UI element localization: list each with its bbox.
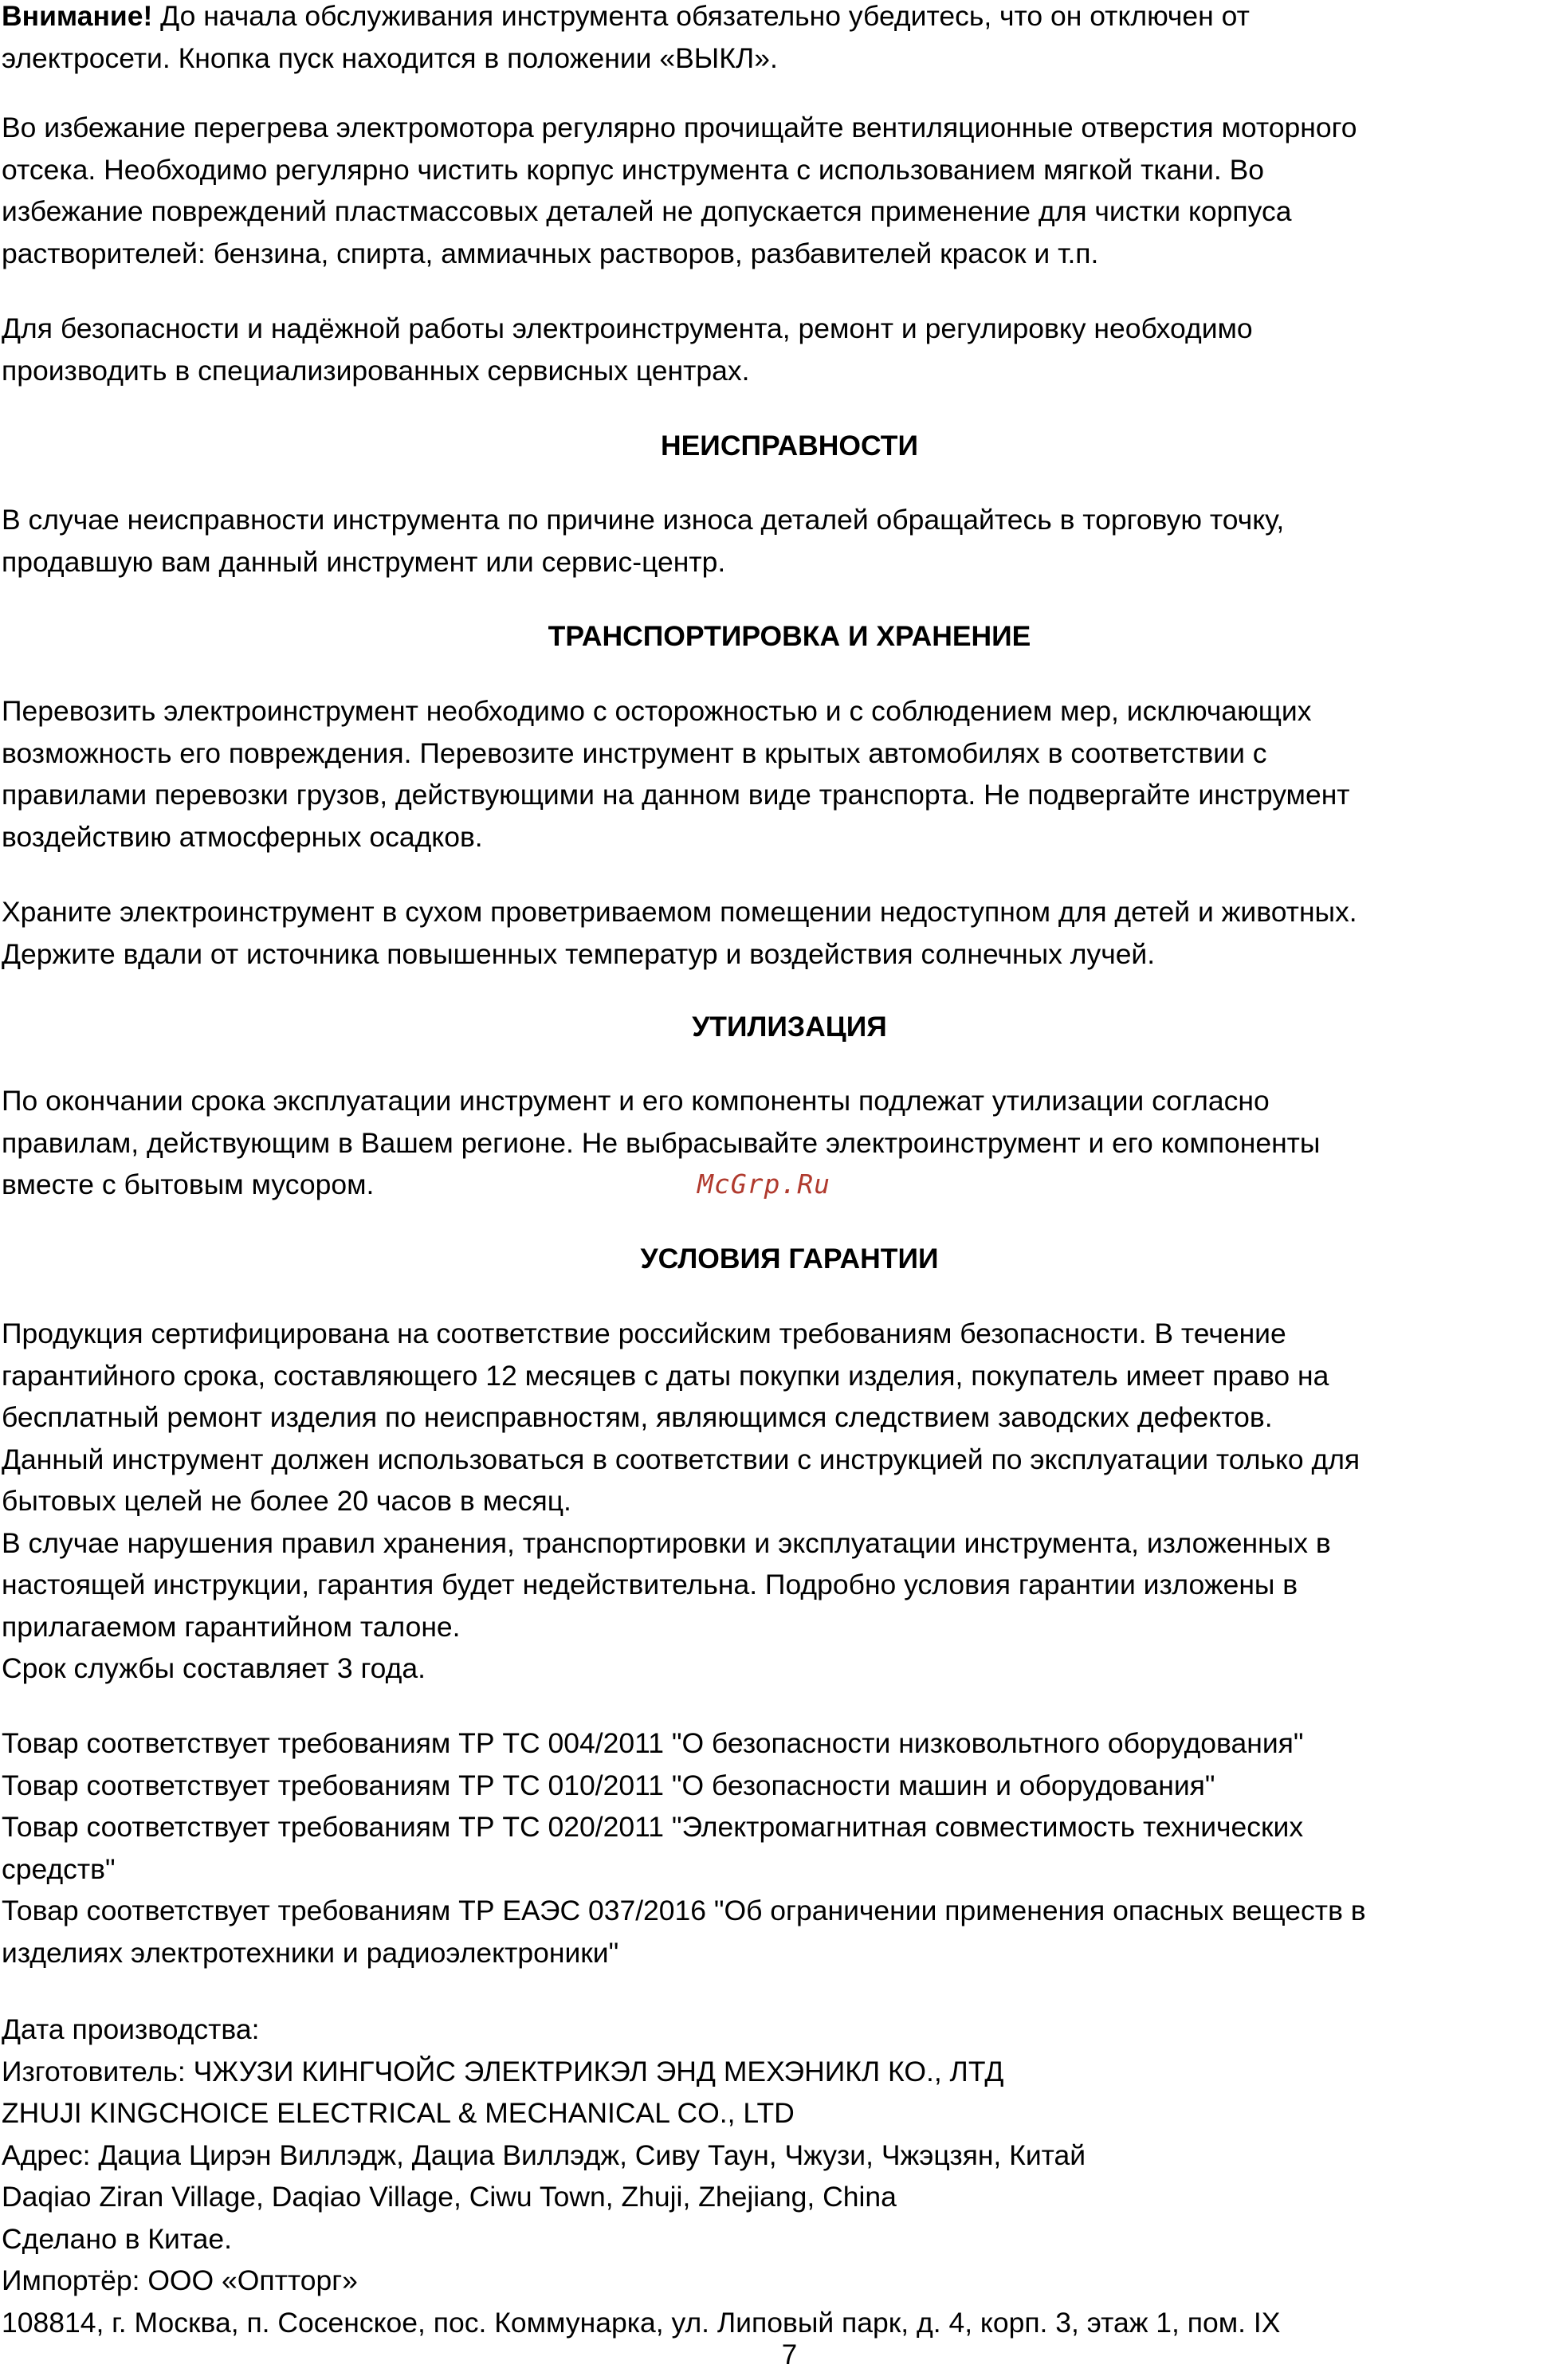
paragraph-line: Срок службы составляет 3 года. — [2, 1652, 426, 1684]
manufacturer-line: 108814, г. Москва, п. Сосенское, пос. Коммунарка, ул. Липовый парк, д. 4, корп. 3, этаж 1, пом. IX — [2, 2306, 1281, 2339]
paragraph-line: Для безопасности и надёжной работы электроинструмента, ремонт и регулировку необходимо — [2, 312, 1253, 344]
paragraph-line: избежание повреждений пластмассовых деталей не допускается применение для чистки корпуса — [2, 195, 1292, 227]
warning-text-1: До начала обслуживания инструмента обязательно убедитесь, что он отключен от — [152, 0, 1250, 32]
paragraph-line: продавшую вам данный инструмент или сервис-центр. — [2, 545, 726, 578]
paragraph-line: Держите вдали от источника повышенных температур и воздействия солнечных лучей. — [2, 937, 1156, 970]
page-number: 7 — [781, 2339, 798, 2370]
warning-label: Внимание! — [2, 0, 153, 32]
paragraph-line: вместе с бытовым мусором. — [2, 1168, 375, 1200]
paragraph-line: правилами перевозки грузов, действующими на данном виде транспорта. Не подвергайте инструмент — [2, 779, 1350, 811]
paragraph-line: прилагаемом гарантийном талоне. — [2, 1610, 461, 1643]
faults-heading: НЕИСПРАВНОСТИ — [660, 430, 919, 461]
manufacturer-line: ZHUJI KINGCHOICE ELECTRICAL & MECHANICAL CO., LTD — [2, 2097, 795, 2129]
compliance-line: изделиях электротехники и радиоэлектроники" — [2, 1936, 619, 1969]
paragraph-line: растворителей: бензина, спирта, аммиачных растворов, разбавителей красок и т.п. — [2, 237, 1099, 269]
paragraph-line: бесплатный ремонт изделия по неисправностям, являющимся следствием заводских дефектов. — [2, 1401, 1273, 1433]
paragraph-line: настоящей инструкции, гарантия будет недействительна. Подробно условия гарантии изложены в — [2, 1569, 1298, 1600]
disposal-heading: УТИЛИЗАЦИЯ — [692, 1011, 887, 1043]
paragraph-line: В случае нарушения правил хранения, транспортировки и эксплуатации инструмента, изложенных в — [2, 1526, 1331, 1559]
manufacturer-line: Daqiao Ziran Village, Daqiao Village, Ciwu Town, Zhuji, Zhejiang, China — [2, 2181, 897, 2213]
paragraph-line: Продукция сертифицирована на соответствие российским требованиям безопасности. В течение — [2, 1318, 1286, 1349]
paragraph-line: отсека. Необходимо регулярно чистить корпус инструмента с использованием мягкой ткани. Во — [2, 153, 1264, 186]
transport-heading: ТРАНСПОРТИРОВКА И ХРАНЕНИЕ — [548, 620, 1031, 652]
paragraph-line: Перевозить электроинструмент необходимо с осторожностью и с соблюдением мер, исключающих — [2, 695, 1312, 727]
paragraph-line: Во избежание перегрева электромотора регулярно прочищайте вентиляционные отверстия моторного — [2, 112, 1357, 143]
paragraph-line: В случае неисправности инструмента по причине износа деталей обращайтесь в торговую точку, — [2, 504, 1285, 536]
paragraph-line: возможность его повреждения. Перевозите инструмент в крытых автомобилях в соответствии с — [2, 736, 1267, 769]
transport-paragraph-2 — [2, 891, 1544, 975]
manufacturer-block — [2, 2009, 1544, 2343]
transport-paragraph-1 — [2, 690, 1544, 858]
manufacturer-line: Изготовитель: ЧЖУЗИ КИНГЧОЙС ЭЛЕКТРИКЭЛ ЭНД МЕХЭНИКЛ КО., ЛТД — [2, 2055, 1004, 2087]
compliance-line: Товар соответствует требованиям ТР ТС 020/2011 "Электромагнитная совместимость технических — [2, 1811, 1304, 1843]
warranty-paragraph — [2, 1313, 1544, 1690]
faults-paragraph — [2, 499, 1544, 583]
maintenance-paragraph-1 — [2, 107, 1544, 274]
manufacturer-line: Дата производства: — [2, 2013, 260, 2045]
paragraph-line: производить в специализированных сервисных центрах. — [2, 354, 750, 387]
compliance-line: Товар соответствует требованиям ТР ТС 010/2011 "О безопасности машин и оборудования" — [2, 1769, 1215, 1801]
manufacturer-line: Сделано в Китае. — [2, 2222, 233, 2255]
paragraph-line: гарантийного срока, составляющего 12 месяцев с даты покупки изделия, покупатель имеет право на — [2, 1359, 1329, 1392]
paragraph-line: Храните электроинструмент в сухом проветриваемом помещении недоступном для детей и животных. — [2, 896, 1357, 928]
paragraph-line: воздействию атмосферных осадков. — [2, 820, 483, 853]
warning-paragraph — [2, 0, 1544, 79]
paragraph-line: По окончании срока эксплуатации инструмент и его компоненты подлежат утилизации согласно — [2, 1085, 1270, 1117]
warning-line-1 — [2, 0, 1544, 37]
warranty-heading: УСЛОВИЯ ГАРАНТИИ — [640, 1243, 939, 1274]
paragraph-line: бытовых целей не более 20 часов в месяц. — [2, 1485, 571, 1517]
compliance-line: средств" — [2, 1852, 116, 1885]
compliance-line: Товар соответствует требованиям ТР ТС 004/2011 "О безопасности низковольтного оборудования" — [2, 1727, 1304, 1759]
watermark: McGrp.Ru — [697, 1168, 830, 1200]
maintenance-paragraph-2 — [2, 308, 1544, 391]
paragraph-line: Данный инструмент должен использоваться в соответствии с инструкцией по эксплуатации только для — [2, 1443, 1360, 1475]
compliance-block — [2, 1722, 1544, 1974]
manufacturer-line: Адрес: Дациа Цирэн Виллэдж, Дациа Виллэдж, Сиву Таун, Чжузи, Чжэцзян, Китай — [2, 2138, 1086, 2171]
paragraph-line: правилам, действующим в Вашем регионе. Не выбрасывайте электроинструмент и его компоненты — [2, 1126, 1321, 1159]
warning-line-2: электросети. Кнопка пуск находится в положении «ВЫКЛ». — [2, 41, 778, 74]
compliance-line: Товар соответствует требованиям ТР ЕАЭС 037/2016 "Об ограничении применения опасных веществ в — [2, 1895, 1366, 1926]
manufacturer-line: Импортёр: ООО «Оптторг» — [2, 2264, 358, 2296]
